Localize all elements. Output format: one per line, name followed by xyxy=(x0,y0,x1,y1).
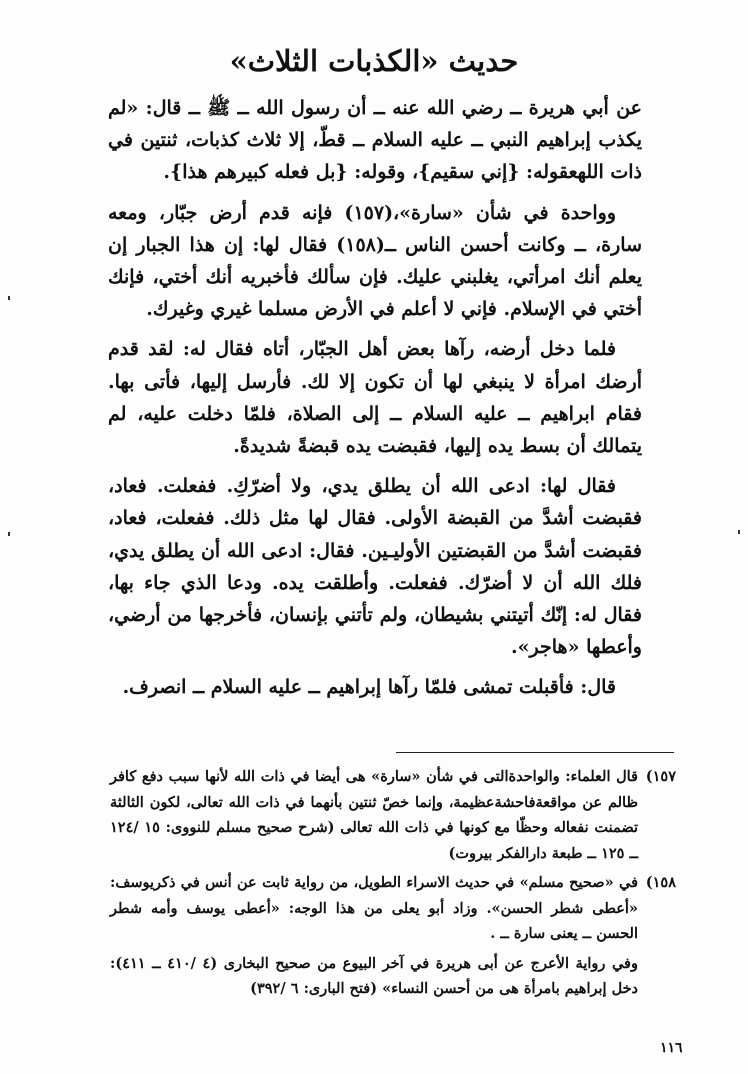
footnote-text: قال العلماء: والواحدةالتى في شأن «سارة» هى أيضا في ذات الله لأنها سبب دفع كافر ظالم عن مواقعةفاحشةعظيمة، وإنما خصّ ثنتين بأنهما في ذات الله تعالى، لكون الثالثة تضمنت نفعاله وحظّا مع كونها في ذات الله تعالى (شرح صحيح مسلم للنووى: ١٥ /١٢٤ ــ ١٢٥ ــ طبعة دارالفكر بيروت) xyxy=(110,768,638,862)
paragraph-3: فلما دخل أرضه، رآها بعض أهل الجبّار، أتاه فقال له: لقد قدم أرضك امرأة لا ينبغي لها أن تكون إلا لك. فأرسل إليها، فأتى بها. فقام ابراهيم ــ عليه السلام ــ إلى الصلاة، فلمّا دخلت عليه، لم يتمالك أن بسط يده إليها، فقبضت يده قبضةً شديدةً. xyxy=(108,338,642,458)
page-title: حديث «الكذبات الثلاث» xyxy=(229,44,519,78)
footnote-158-continuation: وفي رواية الأعرج عن أبى هريرة في آخر البيوع من صحيح البخارى (٤ /٤١٠ ــ ٤١١): دخل إبراهيم بامرأة هى من أحسن النساء» (فتح البارى: ٦ /٣٩٢) xyxy=(110,954,638,997)
paragraph-2: وواحدة في شأن «سارة»،(١٥٧) فإنه قدم أرض جبّار، ومعه سارة، ــ وكانت أحسن الناس ــ(١٥٨) فقال لها: إن هذا الجبار إن يعلم أنك امرأتي، يغلبني عليك. فإن سألك فأخبريه أنك أختي، فإنك أختي في الإسلام. فإني لا أعلم في الأرض مسلما غيري وغيرك. xyxy=(108,201,642,321)
footnote-158 xyxy=(110,870,676,947)
main-text xyxy=(108,92,642,712)
page-number: ١١٦ xyxy=(660,1040,683,1056)
footnote-text: في «صحيح مسلم» في حديث الاسراء الطويل، من رواية ثابت عن أنس في ذكريوسف: «أعطى شطر الحسن». وزاد أبو يعلى من هذا الوجه: «أعطى يوسف وأمه شطر الحسن ــ يعنى سارة ــ . xyxy=(110,874,638,942)
footnotes xyxy=(110,764,676,1002)
footnote-number: ١٥٨) xyxy=(645,874,676,891)
paragraph-5: قال: فأقبلت تمشى فلمّا رآها إبراهيم ــ عليه السلام ــ انصرف. xyxy=(122,676,616,699)
paragraph-1: عن أبي هريرة ــ رضي الله عنه ــ أن رسول الله ــ ﷺ ــ قال: «لم يكذب إبراهيم النبي ــ عليه السلام ــ قطّ، إلا ثلاث كذبات، ثنتين في ذات اللهعقوله: {إني سقيم}، وقوله: {بل فعله كبيرهم هذا}. xyxy=(108,97,642,184)
margin-mark xyxy=(8,296,10,300)
footnote-number: ١٥٧) xyxy=(645,768,676,785)
margin-mark xyxy=(738,530,740,534)
footnote-separator xyxy=(396,752,674,753)
paragraph-4: فقال لها: ادعى الله أن يطلق يدي، ولا أضرّكِ. ففعلت. فعاد، فقبضت أشدَّ من القبضة الأولى. فقال لها مثل ذلك. ففعلت، فعاد، فقبضت أشدَّ من القبضتين الأوليـين. فقال: ادعى الله أن يطلق يدي، فلك الله أن لا أضرّك. ففعلت. وأطلقت يده. ودعا الذي جاء بها، فقال له: إنّك أتيتني بشيطان، ولم تأتني بإنسان، فأخرجها من أرضي، وأعطها «هاجر». xyxy=(108,475,642,659)
footnote-157 xyxy=(110,764,676,866)
margin-mark xyxy=(8,532,10,536)
